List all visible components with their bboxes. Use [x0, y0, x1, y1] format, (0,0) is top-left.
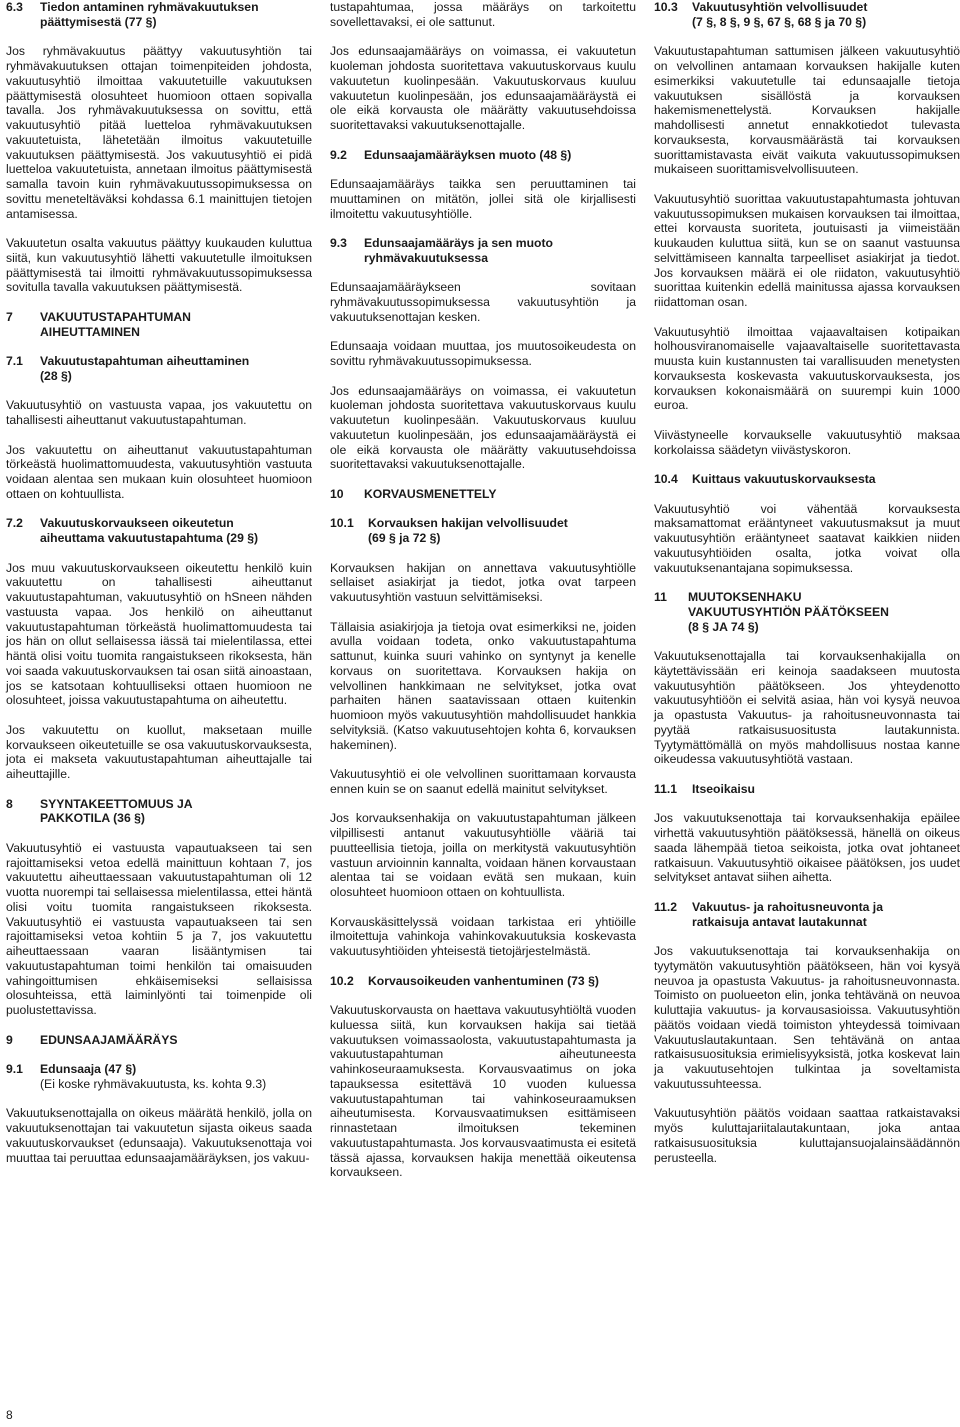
paragraph: Vakuutusyhtiö ilmoittaa vajaavaltaisen kotipaikan holhousviranomaiselle vajaavaltaiselle suoritettavasta muusta kuin kustannusten tai varallisuuden menetysten korvauksesta koskevasta vakuutuskorvauksesta, jos korvauksen kokonaismäärä on suurempi kuin 1000 euroa. [654, 324, 960, 413]
section-title-line: Vakuutus- ja rahoitusneuvonta ja [692, 899, 883, 914]
section-heading [654, 472, 960, 487]
section-title-line: SYYNTAKEETTOMUUS JA [40, 796, 193, 811]
section-heading [6, 354, 312, 384]
section-title-line: (28 §) [40, 368, 72, 383]
section-title-line: (69 § ja 72 §) [368, 531, 441, 545]
section-number: 10 [330, 486, 344, 501]
paragraph: Vakuutetun osalta vakuutus päättyy kuukauden kuluttua siitä, kun vakuutusyhtiö lähetti vakuutetulle ilmoituksen päättymisestä tai ilmoitti ryhmävakuutussopimuksessa sovitulla tavalla vakuutuksen päättymisestä. [6, 236, 312, 295]
section-title-line: Itseoikaisu [692, 781, 755, 796]
section-number: 7.1 [6, 354, 23, 368]
section-heading [6, 1033, 312, 1048]
paragraph: Korvauskäsittelyssä voidaan tarkistaa eri yhtiöille ilmoitettuja vahinkoja vahinkovakuutuksia koskevasta vakuutusyhtiöiden yhteisestä tietojärjestelmästä. [330, 914, 636, 958]
section-title [364, 236, 636, 266]
section-title [40, 1033, 312, 1048]
section-title-line: Edunsaajamääräys ja sen muoto [364, 236, 553, 250]
section-number: 9.2 [330, 147, 347, 162]
paragraph: Vakuutuksenottajalla on oikeus määrätä henkilö, jolla on vakuutuksenottajan tai vakuutetun sijasta oikeus saada vakuutuskorvaukset (edunsaaja). Vakuutuksenottaja voi muuttaa tai peruuttaa edunsaajamääräyksen, jos vakuu- [6, 1106, 312, 1165]
section-heading [654, 900, 960, 930]
paragraph: Vakuutusyhtiö suorittaa vakuutustapahtumasta johtuvan vakuutussopimuksen mukaisen korvauksen tai ilmoittaa, ettei korvausta suoriteta, joutuisasti ja viimeistään kuukauden kuluttua siitä, kun se on saanut vastuunsa selvittämiseen kannalta tarpeelliset asiakirjat ja tiedot. Jos korvauksen määrä ei ole riidaton, vakuutusyhtiö suorittaa kuitenkin edellä mainitussa ajassa korvauksen riidattoman osan. [654, 191, 960, 309]
section-title [364, 148, 636, 163]
section-title-line: Korvauksen hakijan velvollisuudet [368, 516, 568, 531]
section-title-line: VAKUUTUSYHTIÖN PÄÄTÖKSEEN [688, 604, 889, 619]
section-heading [6, 797, 312, 827]
section-title-line: (Ei koske ryhmävakuutusta, ks. kohta 9.3) [40, 1076, 267, 1091]
section-number: 10.2 [330, 973, 354, 988]
section-heading [330, 516, 636, 546]
paragraph: Viivästyneelle korvaukselle vakuutusyhtiö maksaa korkolaissa säädetyn viivästyskoron. [654, 427, 960, 457]
section-title-line: MUUTOKSENHAKU [688, 590, 802, 604]
paragraph: Vakuutuksenottajalla tai korvauksenhakijalla on käytettävissään eri keinoja saadakseen muutosta vakuutusyhtiön päätökseen. Jos yhteydenotto vakuutusyhtiöön ei selvitä asiaa, hän voi kysyä neuvoa ja opastusta Vakuutus- ja rahoitusneuvonnasta tai pyytää ratkaisusuositusta lautakunnista. Tyytymättömällä on myös mahdollisuus nostaa kanne oikeudessa vakuutusyhtiötä vastaan. [654, 649, 960, 767]
paragraph: Jos edunsaajamääräys on voimassa, ei vakuutetun kuoleman johdosta suoritettava vakuutuskorvaus kuulu vakuutetun kuolinpesään. Vakuutuskorvaus kuuluu vakuutetun kuolinpesään, jos edunsaajamääräystä ei ole eikä korvausta ole määrätty vakuutusehdoissa suoritettavaksi vakuutuksenottajalle. [330, 383, 636, 472]
section-heading [330, 487, 636, 502]
section-title-line: Tiedon antaminen ryhmävakuutuksen [40, 0, 259, 14]
paragraph: Tällaisia asiakirjoja ja tietoja ovat esimerkiksi ne, joiden avulla voidaan todeta, onko vakuutustapahtuma sattunut, kuinka suuri vahinko on syntynyt ja kenelle korvaus on suoritettava. Korvauksen hakija on velvollinen hankkimaan ne selvitykset, jotka ovat parhaiten hänen saatavissaan ottaen kuitenkin huomioon myös vakuutusyhtiön mahdollisuudet hankkia selvityksiä. (Katso vakuutusehtojen kohta 6, korvauksen hakeminen). [330, 619, 636, 752]
section-title [40, 1062, 312, 1092]
section-title-line: EDUNSAAJAMÄÄRÄYS [40, 1032, 178, 1047]
section-heading [330, 148, 636, 163]
section-title-line: Edunsaajamääräyksen muoto (48 §) [364, 147, 572, 162]
section-title-line: VAKUUTUSTAPAHTUMAN [40, 309, 191, 324]
paragraph: Jos korvauksenhakija on vakuutustapahtuman jälkeen vilpillisesti antanut vakuutusyhtiölle vääriä tai puutteellisia tietoja, joilla on merkitystä vakuutusyhtiön vastuun arvioinnin kannalta, voidaan hänen korvaustaan alentaa tai se voidaan evätä sen mukaan, kuin olosuhteet huomioon ottaen on kohtuullista. [330, 811, 636, 899]
paragraph: Vakuutusyhtiön päätös voidaan saattaa ratkaistavaksi myös kuluttajariitalautakuntaan, joka antaa ratkaisusuosituksia kuluttajansuojalainsäädännön perusteella. [654, 1106, 960, 1165]
section-number: 7 [6, 309, 13, 324]
paragraph: Edunsaaja voidaan muuttaa, jos muutosoikeudesta on sovittu ryhmävakuutussopimuksessa. [330, 339, 636, 368]
section-title [40, 516, 312, 546]
section-title-line: ryhmävakuutuksessa [364, 250, 488, 265]
section-title-line: Vakuutusyhtiön velvollisuudet [692, 0, 868, 14]
section-number: 11.1 [654, 781, 678, 796]
section-title [692, 900, 960, 930]
section-number: 9.3 [330, 236, 347, 250]
section-title-line: (8 § JA 74 §) [688, 619, 759, 634]
section-heading [330, 236, 636, 266]
section-number: 10.3 [654, 0, 678, 14]
section-number: 11.2 [654, 899, 678, 914]
section-title-line: Vakuutuskorvaukseen oikeutetun [40, 516, 234, 531]
paragraph: Jos muu vakuutuskorvaukseen oikeutettu henkilö kuin vakuutettu on tahallisesti aiheuttanut vakuutustapahtuman, vakuutusyhtiö on hSneen nähden vastuusta vapaa. Jos henkilö on aiheuttanut vakuutustapahtuman törkeästä huolimattomuudesta tai jos hän on ollut sellaisessa iässä tai mielentilassa, ettei häntä olisi voitu tuomita rangaistukseen rikoksesta, hän voi saada vakuutuskorvauksen tai osan siitä ainoastaan, jos se katsotaan kohtuulliseksi ottaen huomioon ne olosuhteet, joissa vakuutustapahtuma on aiheutettu. [6, 560, 312, 708]
section-number: 9 [6, 1032, 13, 1047]
section-heading [654, 782, 960, 797]
section-heading [6, 1062, 312, 1092]
section-title-line: Kuittaus vakuutuskorvauksesta [692, 472, 876, 486]
section-title [692, 472, 960, 487]
paragraph: Vakuutusyhtiö voi vähentää korvauksesta maksamattomat erääntyneet vakuutusmaksut ja muut vakuutusyhtiön erääntyneet saatavat kaikkien niiden vakuutusyhtiöiden osalta, jotka voivat olla vakuutuksenantajana sopimuksessa. [654, 501, 960, 575]
paragraph: Vakuutusyhtiö on vastuusta vapaa, jos vakuutettu on tahallisesti aiheuttanut vakuutustapahtuman. [6, 398, 312, 427]
section-number: 10.1 [330, 516, 354, 531]
section-title-line: päättymisestä (77 §) [40, 14, 157, 29]
section-number: 7.2 [6, 516, 23, 531]
section-title-line: KORVAUSMENETTELY [364, 486, 497, 501]
section-title [692, 782, 960, 797]
section-title-line: Edunsaaja (47 §) [40, 1062, 137, 1076]
section-heading [330, 974, 636, 989]
section-number: 11 [654, 590, 667, 604]
section-title [692, 0, 960, 30]
section-title-line: aiheuttama vakuutustapahtuma (29 §) [40, 531, 259, 545]
section-title [40, 0, 312, 30]
paragraph: Edunsaajamääräys taikka sen peruuttaminen tai muuttaminen on mitätön, jollei sitä ole kirjallisesti ilmoitettu vakuutusyhtiölle. [330, 177, 636, 221]
section-heading [654, 0, 960, 30]
paragraph: Vakuutusyhtiö ei ole velvollinen suorittamaan korvausta ennen kuin se on saanut edellä mainitut selvitykset. [330, 767, 636, 796]
paragraph: Jos vakuutettu on aiheuttanut vakuutustapahtuman törkeästä huolimattomuudesta, vakuutusyhtiön vastuuta voidaan alentaa sen mukaan kuin olosuhteet huomioon ottaen on kohtuullista. [6, 442, 312, 501]
section-number: 6.3 [6, 0, 23, 14]
paragraph: Edunsaajamääräykseen sovitaan ryhmävakuutussopimuksessa vakuutusyhtiön ja vakuutuksenottajan kesken. [330, 280, 636, 324]
section-title [368, 974, 636, 989]
section-title-line: ratkaisuja antavat lautakunnat [692, 914, 867, 929]
paragraph: Vakuutuskorvausta on haettava vakuutusyhtiöltä vuoden kuluessa siitä, kun korvauksen hakija sai tietää vakuutuksen voimassaolosta, vakuutustapahtumasta ja vakuutustapahtuman aiheutuneesta vahinkoseuraamuksesta. Korvausvaatimus on joka tapauksessa esitettävä 10 vuoden kuluessa vakuutustapahtuman tai vahinkoseuraamuksen aiheutumisesta. Korvausvaatimuksen esittämiseen rinnastetaan ilmoituksen tekeminen vakuutustapahtumasta. Jos korvausvaatimusta ei esitetä tässä ajassa, korvauksen hakija menettää oikeutensa korvaukseen. [330, 1003, 636, 1180]
section-number: 9.1 [6, 1062, 23, 1076]
paragraph: Jos edunsaajamääräys on voimassa, ei vakuutetun kuoleman johdosta suoritettava vakuutuskorvaus kuulu vakuutetun kuolinpesään. Vakuutuskorvaus kuuluu vakuutetun kuolinpesään, jos edunsaajamääräystä ei ole eikä korvausta ole määrätty vakuutusehdoissa suoritettavaksi vakuutuksenottajalle. [330, 44, 636, 132]
paragraph: Jos ryhmävakuutus päättyy vakuutusyhtiön tai ryhmävakuutuksen ottajan toimenpiteiden johdosta, vakuutusyhtiö ilmoittaa vakuutetuille vakuutuksen päättymisestä olosuhteet huomioon ottaen sopivalla tavalla. Jos ryhmävakuutuksessa on sovittu, että vakuutusyhtiö pitää luetteloa ryhmävakuutuksen vakuutetuista, lähetetään ilmoitus vakuutetuille vakuutuksen päättymisestä. Jos vakuutusyhtiö ei pidä luetteloa vakuutetuista, annetaan ilmoitus päättymisestä samalla tavoin kuin ryhmävakuutussopimuksessa on sovittu meneteltäväksi kohdassa 6.1 mainittujen tietojen antamisessa. [6, 44, 312, 221]
section-title [40, 310, 312, 340]
section-heading [6, 516, 312, 546]
paragraph: Jos vakuutettu on kuollut, maksetaan muille korvaukseen oikeutetuille se osa vakuutuskorvauksesta, jota ei makseta vakuutustapahtuman aiheuttajalle tai aiheuttajille. [6, 722, 312, 781]
paragraph: Jos vakuutuksenottaja tai korvauksenhakija epäilee virhettä vakuutusyhtiön päätöksessä, hänellä on oikeus saada lähempää tietoa seikoista, jotka ovat johtaneet ratkaisuun. Vakuutusyhtiö oikaisee päätöksen, jos uudet selvitykset antavat siihen aihetta. [654, 811, 960, 885]
section-heading [6, 0, 312, 30]
paragraph: Vakuutustapahtuman sattumisen jälkeen vakuutusyhtiö on velvollinen antamaan korvauksen hakijalle kuten esimerkiksi vakuutetulle tai edunsaajalle tietoja vakuutuksen sisällöstä ja korvauksen hakemismenettelystä. Korvauksen hakijalle mahdollisesti annetut ennakkotiedot tulevasta korvauksesta, korvausmäärästä tai korvauksen suorittamistavasta eivät vaikuta vakuutussopimuksen mukaiseen suorittamisvelvollisuuteen. [654, 44, 960, 177]
section-title-line: AIHEUTTAMINEN [40, 324, 140, 339]
paragraph: Jos vakuutuksenottaja tai korvauksenhakija on tyytymätön vakuutusyhtiön päätökseen, hän voi kysyä neuvoa ja opastusta Vakuutus- ja rahoitusneuvonnasta. Toimisto on puolueeton elin, jonka tehtävänä on neuvoa kuluttajia vakuutus- ja korvausasioissa. Vakuutusyhtiön päätös voidaan viedä toimiston yhteydessä toimivaan Vakuutuslautakuntaan. Sen tehtävänä on antaa ratkaisusuosituksia erimielisyyksistä, jotka koskevat lain ja vakuutusehtojen tulkintaa ja soveltamista vakuutussuhteessa. [654, 944, 960, 1091]
paragraph: Korvauksen hakijan on annettava vakuutusyhtiölle sellaiset asiakirjat ja tiedot, jotka ovat tarpeen vakuutusyhtiön vastuun selvittämiseksi. [330, 560, 636, 604]
section-title [364, 487, 636, 502]
section-title-line: Vakuutustapahtuman aiheuttaminen [40, 354, 250, 368]
section-heading [654, 590, 960, 634]
section-title-line: PAKKOTILA (36 §) [40, 811, 145, 826]
section-title [688, 590, 960, 634]
section-title-line: (7 §, 8 §, 9 §, 67 §, 68 § ja 70 §) [692, 14, 867, 29]
section-title [368, 516, 636, 546]
page-number: 8 [6, 1408, 13, 1422]
section-heading [6, 310, 312, 340]
column-left [6, 0, 312, 1180]
column-right [654, 0, 960, 1180]
section-number: 8 [6, 796, 13, 811]
section-number: 10.4 [654, 472, 678, 486]
section-title [40, 797, 312, 827]
section-title [40, 354, 312, 384]
section-title-line: Korvausoikeuden vanhentuminen (73 §) [368, 973, 599, 988]
paragraph: Vakuutusyhtiö ei vastuusta vapautuakseen tai sen rajoittamiseksi vetoa edellä mainittuun kohtaan 7, jos vakuutettu aiheuttaessaan vakuutustapahtuman oli 12 vuotta nuorempi tai sellaisessa mielentilassa, ettei häntä olisi voitu tuomita rangaistukseen rikoksesta. Vakuutusyhtiö ei vastuusta vapautuakseen tai sen rajoittamiseksi vetoa kohtiin 5 ja 7, jos vakuutettu aiheuttaessaan vaaran lisääntymisen tai vakuutustapahtuman toimi henkilön tai omaisuuden vahingoittumisen ehkäisemiseksi sellaisissa olosuhteissa, että laiminlyönti tai toimenpide oli puolustettavissa. [6, 840, 312, 1017]
column-middle [330, 0, 636, 1195]
paragraph: tustapahtumaa, jossa määräys on tarkoitettu sovellettavaksi, ei ole sattunut. [330, 0, 636, 29]
